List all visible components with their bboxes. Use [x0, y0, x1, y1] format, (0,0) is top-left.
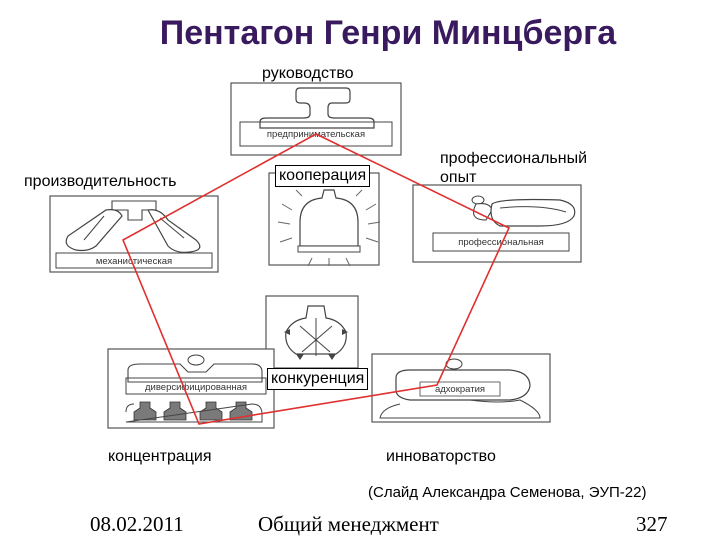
config-entrepreneurial	[231, 83, 401, 155]
label-competition: конкуренция	[267, 368, 368, 390]
config-label-machine: механистическая	[95, 256, 173, 267]
config-adhocracy	[372, 354, 550, 422]
slide-credit: (Слайд Александра Семенова, ЭУП-22)	[368, 484, 647, 501]
footer-page-number: 327	[636, 512, 668, 536]
config-label-professional: профессиональная	[458, 237, 544, 248]
config-label-entrepreneurial: предпринимательская	[266, 129, 366, 140]
label-left: производительность	[24, 173, 177, 190]
config-label-adhocracy: адхократия	[434, 384, 486, 395]
config-professional	[413, 185, 581, 262]
footer-subject: Общий менеджмент	[258, 512, 439, 536]
page-title: Пентагон Генри Минцберга	[159, 14, 617, 52]
label-bottom-right: инноваторство	[386, 448, 496, 465]
label-bottom-left: концентрация	[108, 448, 212, 465]
config-label-diversified: диверсифицированная	[145, 382, 247, 393]
footer-date: 08.02.2011	[90, 512, 184, 536]
label-cooperation: кооперация	[275, 165, 370, 187]
label-right: профессиональный опыт	[440, 150, 588, 186]
label-top: руководство	[262, 65, 354, 82]
config-competition	[266, 296, 358, 368]
